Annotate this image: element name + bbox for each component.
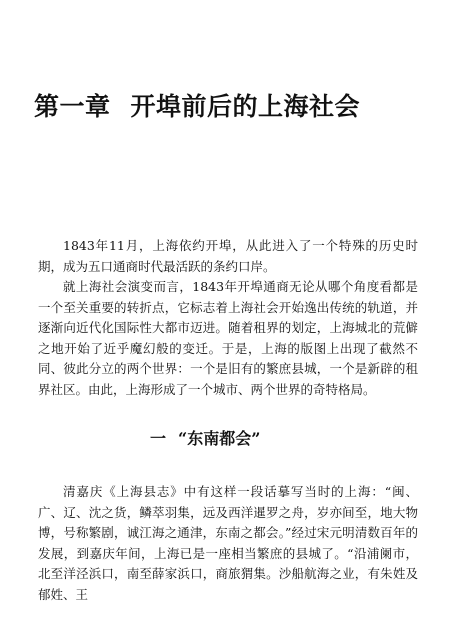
intro-paragraph-2: 就上海社会演变而言，1843年开埠通商无论从哪个角度看都是一个至关重要的转折点，它标志着上海社会开始逸出传统的轨道，并逐渐向近代化国际性大都市迈进。随着租界的划定，上海城北的荒僻之地开始了近乎魔幻般的变迁。于是，上海的版图上出现了截然不同、彼此分立的两个世界：一个是旧有的繁庶县城，一个是新辟的租界社区。由此，上海形成了一个城市、两个世界的奇特格局。: [38, 279, 418, 397]
section-text: [38, 482, 418, 605]
intro-paragraph-1: 1843年11月，上海依约开埠，从此进入了一个特殊的历史时期，成为五口通商时代最活跃的条约口岸。: [38, 238, 418, 274]
chapter-title: 开埠前后的上海社会: [130, 92, 361, 121]
intro-text: [38, 236, 418, 400]
chapter-heading: [34, 92, 360, 122]
section-number: 一: [150, 429, 167, 448]
chapter-number: 第一章: [34, 92, 111, 121]
section-paragraph-1: 清嘉庆《上海县志》中有这样一段话摹写当时的上海：“闽、广、辽、沈之货，鳞萃羽集，远及西洋暹罗之舟，岁亦间至，地大物博，号称繁剧，诚江海之通津，东南之都会。”经过宋元明清数百年的发展，到嘉庆年间，上海已是一座相当繁庶的县城了。“沿浦阑市，北至洋泾浜口，南至薛家浜口，商旅猬集。沙船航海之业，有朱姓及郁姓、王: [38, 484, 418, 602]
section-title: “东南都会”: [178, 429, 261, 448]
section-heading: [150, 428, 260, 450]
